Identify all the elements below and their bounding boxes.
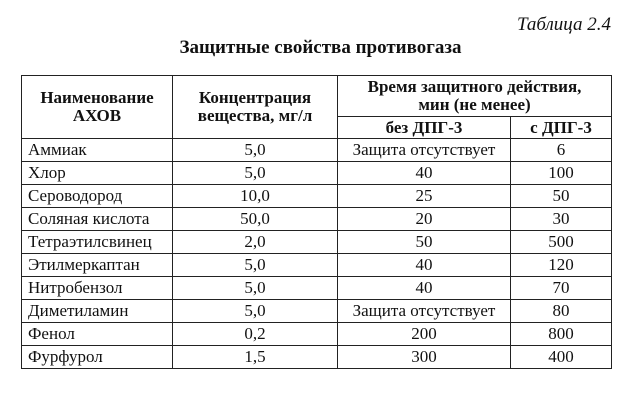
cell-time-without: 40 bbox=[338, 254, 511, 277]
cell-time-without: Защита отсутствует bbox=[338, 139, 511, 162]
table-row bbox=[22, 254, 612, 277]
cell-substance: Соляная кислота bbox=[22, 208, 173, 231]
header-with-dpg3: с ДПГ-3 bbox=[511, 116, 612, 138]
cell-time-with: 6 bbox=[511, 139, 612, 162]
header-protection-time bbox=[338, 76, 612, 117]
cell-substance: Нитробензол bbox=[22, 277, 173, 300]
cell-time-without: 20 bbox=[338, 208, 511, 231]
cell-substance: Диметиламин bbox=[22, 300, 173, 323]
cell-time-without: 25 bbox=[338, 185, 511, 208]
cell-substance: Этилмеркаптан bbox=[22, 254, 173, 277]
cell-concentration: 5,0 bbox=[173, 300, 338, 323]
header-concentration-line2: вещества, мг/л bbox=[197, 106, 313, 125]
table-row bbox=[22, 346, 612, 369]
cell-time-without: 300 bbox=[338, 346, 511, 369]
header-substance-name-line1: Наименование bbox=[40, 88, 154, 108]
header-concentration bbox=[173, 76, 338, 139]
header-substance-name-line2: АХОВ bbox=[72, 106, 122, 125]
cell-substance: Фенол bbox=[22, 323, 173, 346]
cell-time-with: 30 bbox=[511, 208, 612, 231]
cell-concentration: 0,2 bbox=[173, 323, 338, 346]
gas-mask-protection-table bbox=[21, 75, 612, 369]
table-row bbox=[22, 231, 612, 254]
cell-time-without: 50 bbox=[338, 231, 511, 254]
cell-substance: Тетраэтилсвинец bbox=[22, 231, 173, 254]
cell-substance: Аммиак bbox=[22, 139, 173, 162]
table-row bbox=[22, 208, 612, 231]
cell-time-with: 400 bbox=[511, 346, 612, 369]
cell-time-with: 120 bbox=[511, 254, 612, 277]
cell-concentration: 5,0 bbox=[173, 139, 338, 162]
cell-substance: Фурфурол bbox=[22, 346, 173, 369]
cell-time-without: 40 bbox=[338, 162, 511, 185]
cell-substance: Сероводород bbox=[22, 185, 173, 208]
cell-concentration: 5,0 bbox=[173, 254, 338, 277]
table-row bbox=[22, 162, 612, 185]
table-number-label: Таблица 2.4 bbox=[517, 14, 611, 35]
cell-time-with: 80 bbox=[511, 300, 612, 323]
cell-concentration: 5,0 bbox=[173, 277, 338, 300]
cell-time-with: 50 bbox=[511, 185, 612, 208]
table-row bbox=[22, 139, 612, 162]
cell-time-without: Защита отсутствует bbox=[338, 300, 511, 323]
table-row bbox=[22, 185, 612, 208]
table-title: Защитные свойства противогаза bbox=[179, 37, 462, 58]
cell-concentration: 5,0 bbox=[173, 162, 338, 185]
header-concentration-line1: Концентрация bbox=[198, 88, 312, 108]
cell-time-with: 800 bbox=[511, 323, 612, 346]
header-without-dpg3: без ДПГ-3 bbox=[338, 116, 511, 138]
table-row bbox=[22, 277, 612, 300]
cell-time-with: 100 bbox=[511, 162, 612, 185]
header-protection-time-line1: Время защитного действия, bbox=[367, 77, 582, 97]
cell-concentration: 1,5 bbox=[173, 346, 338, 369]
table-body bbox=[22, 139, 612, 369]
cell-time-without: 200 bbox=[338, 323, 511, 346]
cell-concentration: 50,0 bbox=[173, 208, 338, 231]
cell-concentration: 2,0 bbox=[173, 231, 338, 254]
cell-time-with: 70 bbox=[511, 277, 612, 300]
cell-time-without: 40 bbox=[338, 277, 511, 300]
header-substance-name bbox=[22, 76, 173, 139]
table-row bbox=[22, 323, 612, 346]
header-protection-time-line2: мин (не менее) bbox=[418, 94, 531, 114]
cell-substance: Хлор bbox=[22, 162, 173, 185]
cell-time-with: 500 bbox=[511, 231, 612, 254]
table-row bbox=[22, 300, 612, 323]
cell-concentration: 10,0 bbox=[173, 185, 338, 208]
